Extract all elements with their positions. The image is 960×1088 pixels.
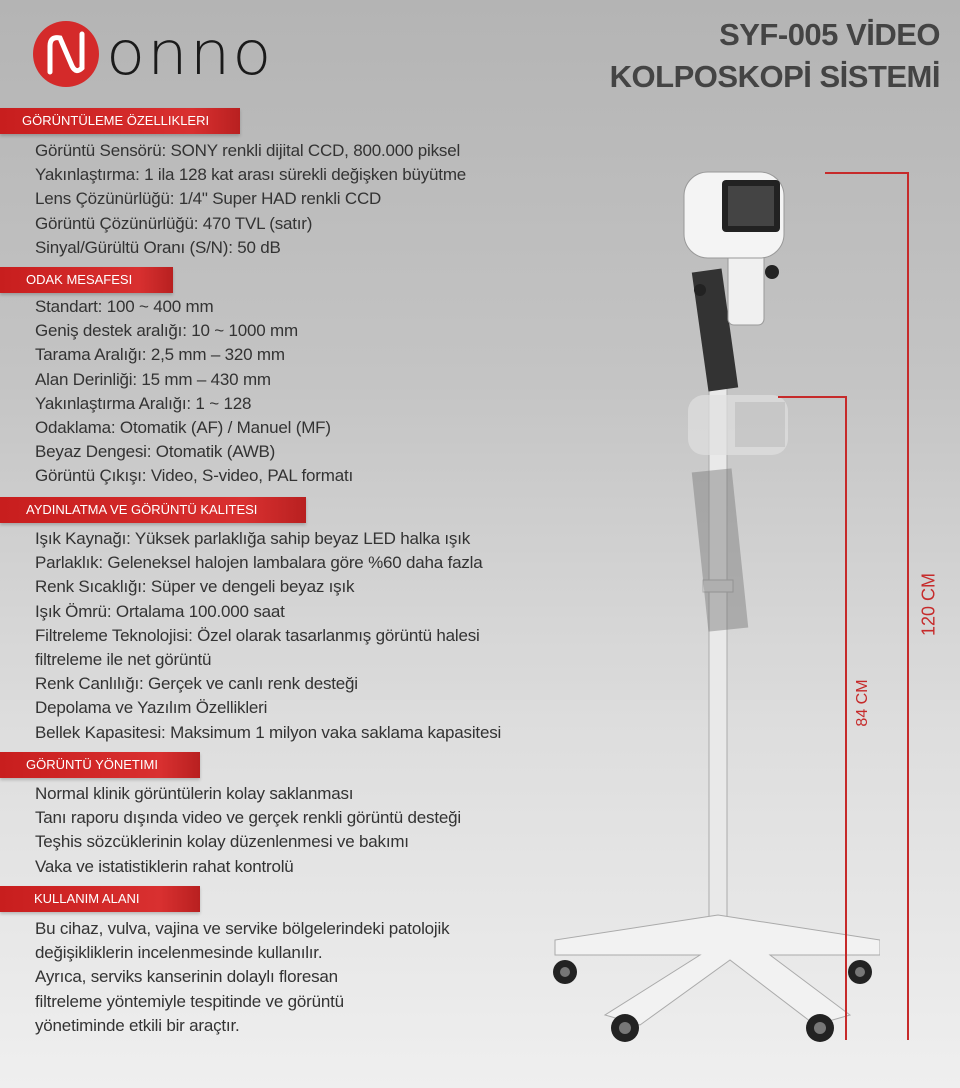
list-item: filtreleme yöntemiyle tespitinde ve görüntü: [35, 991, 344, 1011]
section-list-usage: [35, 917, 449, 1038]
list-item: Depolama ve Yazılım Özellikleri: [35, 698, 268, 718]
title-line-1: SYF-005 VİDEO: [719, 17, 940, 52]
list-item: Vaka ve istatistiklerin rahat kontrolü: [35, 856, 294, 876]
colposcope-device-image: [540, 160, 880, 1060]
list-item: Beyaz Dengesi: Otomatik (AWB): [35, 442, 276, 462]
title-line-2: KOLPOSKOPİ SİSTEMİ: [609, 59, 940, 94]
page-title: [610, 14, 940, 98]
list-item: Parlaklık: Geleneksel halojen lambalara göre %60 daha fazla: [35, 553, 483, 573]
list-item: Standart: 100 ~ 400 mm: [35, 297, 214, 316]
list-item: Filtreleme Teknolojisi: Özel olarak tasarlanmış görüntü halesi: [35, 625, 480, 645]
list-item: filtreleme ile net görüntü: [35, 650, 212, 670]
section-heading-lighting: AYDINLATMA VE GÖRÜNTÜ KALITESI: [0, 497, 306, 523]
list-item: Işık Ömrü: Ortalama 100.000 saat: [35, 601, 285, 621]
list-item: Bu cihaz, vulva, vajina ve servike bölgelerindeki patolojik: [35, 919, 450, 938]
section-heading-imaging: GÖRÜNTÜLEME ÖZELLIKLERI: [0, 108, 240, 134]
onno-logo-mark-icon: [32, 20, 100, 88]
list-item: Bellek Kapasitesi: Maksimum 1 milyon vaka saklama kapasitesi: [35, 722, 502, 742]
list-item: Normal klinik görüntülerin kolay saklanması: [35, 784, 354, 803]
list-item: Yakınlaştırma Aralığı: 1 ~ 128: [35, 393, 252, 413]
list-item: Görüntü Sensörü: SONY renkli dijital CCD, 800.000 piksel: [35, 141, 461, 160]
dimension-label-lower: 84 CM: [854, 679, 871, 727]
section-heading-usage: KULLANIM ALANI: [0, 886, 200, 912]
list-item: Ayrıca, serviks kanserinin dolaylı floresan: [35, 967, 338, 987]
list-item: Yakınlaştırma: 1 ila 128 kat arası sürekli değişken büyütme: [35, 165, 467, 185]
list-item: Görüntü Çıkışı: Video, S-video, PAL formatı: [35, 466, 354, 486]
brand-logo: [32, 20, 273, 88]
dimension-line-total: [907, 172, 909, 1040]
section-list-focus: [35, 295, 353, 489]
section-list-image-management: [35, 782, 461, 879]
dimension-label-total: 120 CM: [918, 572, 939, 637]
dimension-line-lower: [845, 396, 847, 1040]
section-heading-focus: ODAK MESAFESI: [0, 267, 173, 293]
list-item: Işık Kaynağı: Yüksek parlaklığa sahip beyaz LED halka ışık: [35, 529, 471, 548]
list-item: Sinyal/Gürültü Oranı (S/N): 50 dB: [35, 237, 281, 257]
dimension-tick-lower: [778, 396, 847, 398]
list-item: Görüntü Çözünürlüğü: 470 TVL (satır): [35, 213, 313, 233]
section-list-lighting: [35, 527, 501, 745]
list-item: Tanı raporu dışında video ve gerçek renkli görüntü desteği: [35, 808, 461, 828]
list-item: Geniş destek aralığı: 10 ~ 1000 mm: [35, 321, 298, 341]
brand-name: onno: [106, 18, 274, 90]
section-list-imaging: [35, 139, 466, 260]
section-heading-image-management: GÖRÜNTÜ YÖNETIMI: [0, 752, 200, 778]
dimension-tick-total: [825, 172, 909, 174]
list-item: Renk Canlılığı: Gerçek ve canlı renk desteği: [35, 674, 358, 694]
list-item: yönetiminde etkili bir araçtır.: [35, 1015, 240, 1035]
list-item: Renk Sıcaklığı: Süper ve dengeli beyaz ışık: [35, 577, 355, 597]
list-item: Lens Çözünürlüğü: 1/4" Super HAD renkli CCD: [35, 189, 382, 209]
list-item: Tarama Aralığı: 2,5 mm – 320 mm: [35, 345, 285, 365]
list-item: Alan Derinliği: 15 mm – 430 mm: [35, 369, 271, 389]
list-item: Odaklama: Otomatik (AF) / Manuel (MF): [35, 418, 331, 438]
list-item: Teşhis sözcüklerinin kolay düzenlenmesi ve bakımı: [35, 832, 409, 852]
list-item: değişikliklerin incelenmesinde kullanılır.: [35, 943, 323, 963]
